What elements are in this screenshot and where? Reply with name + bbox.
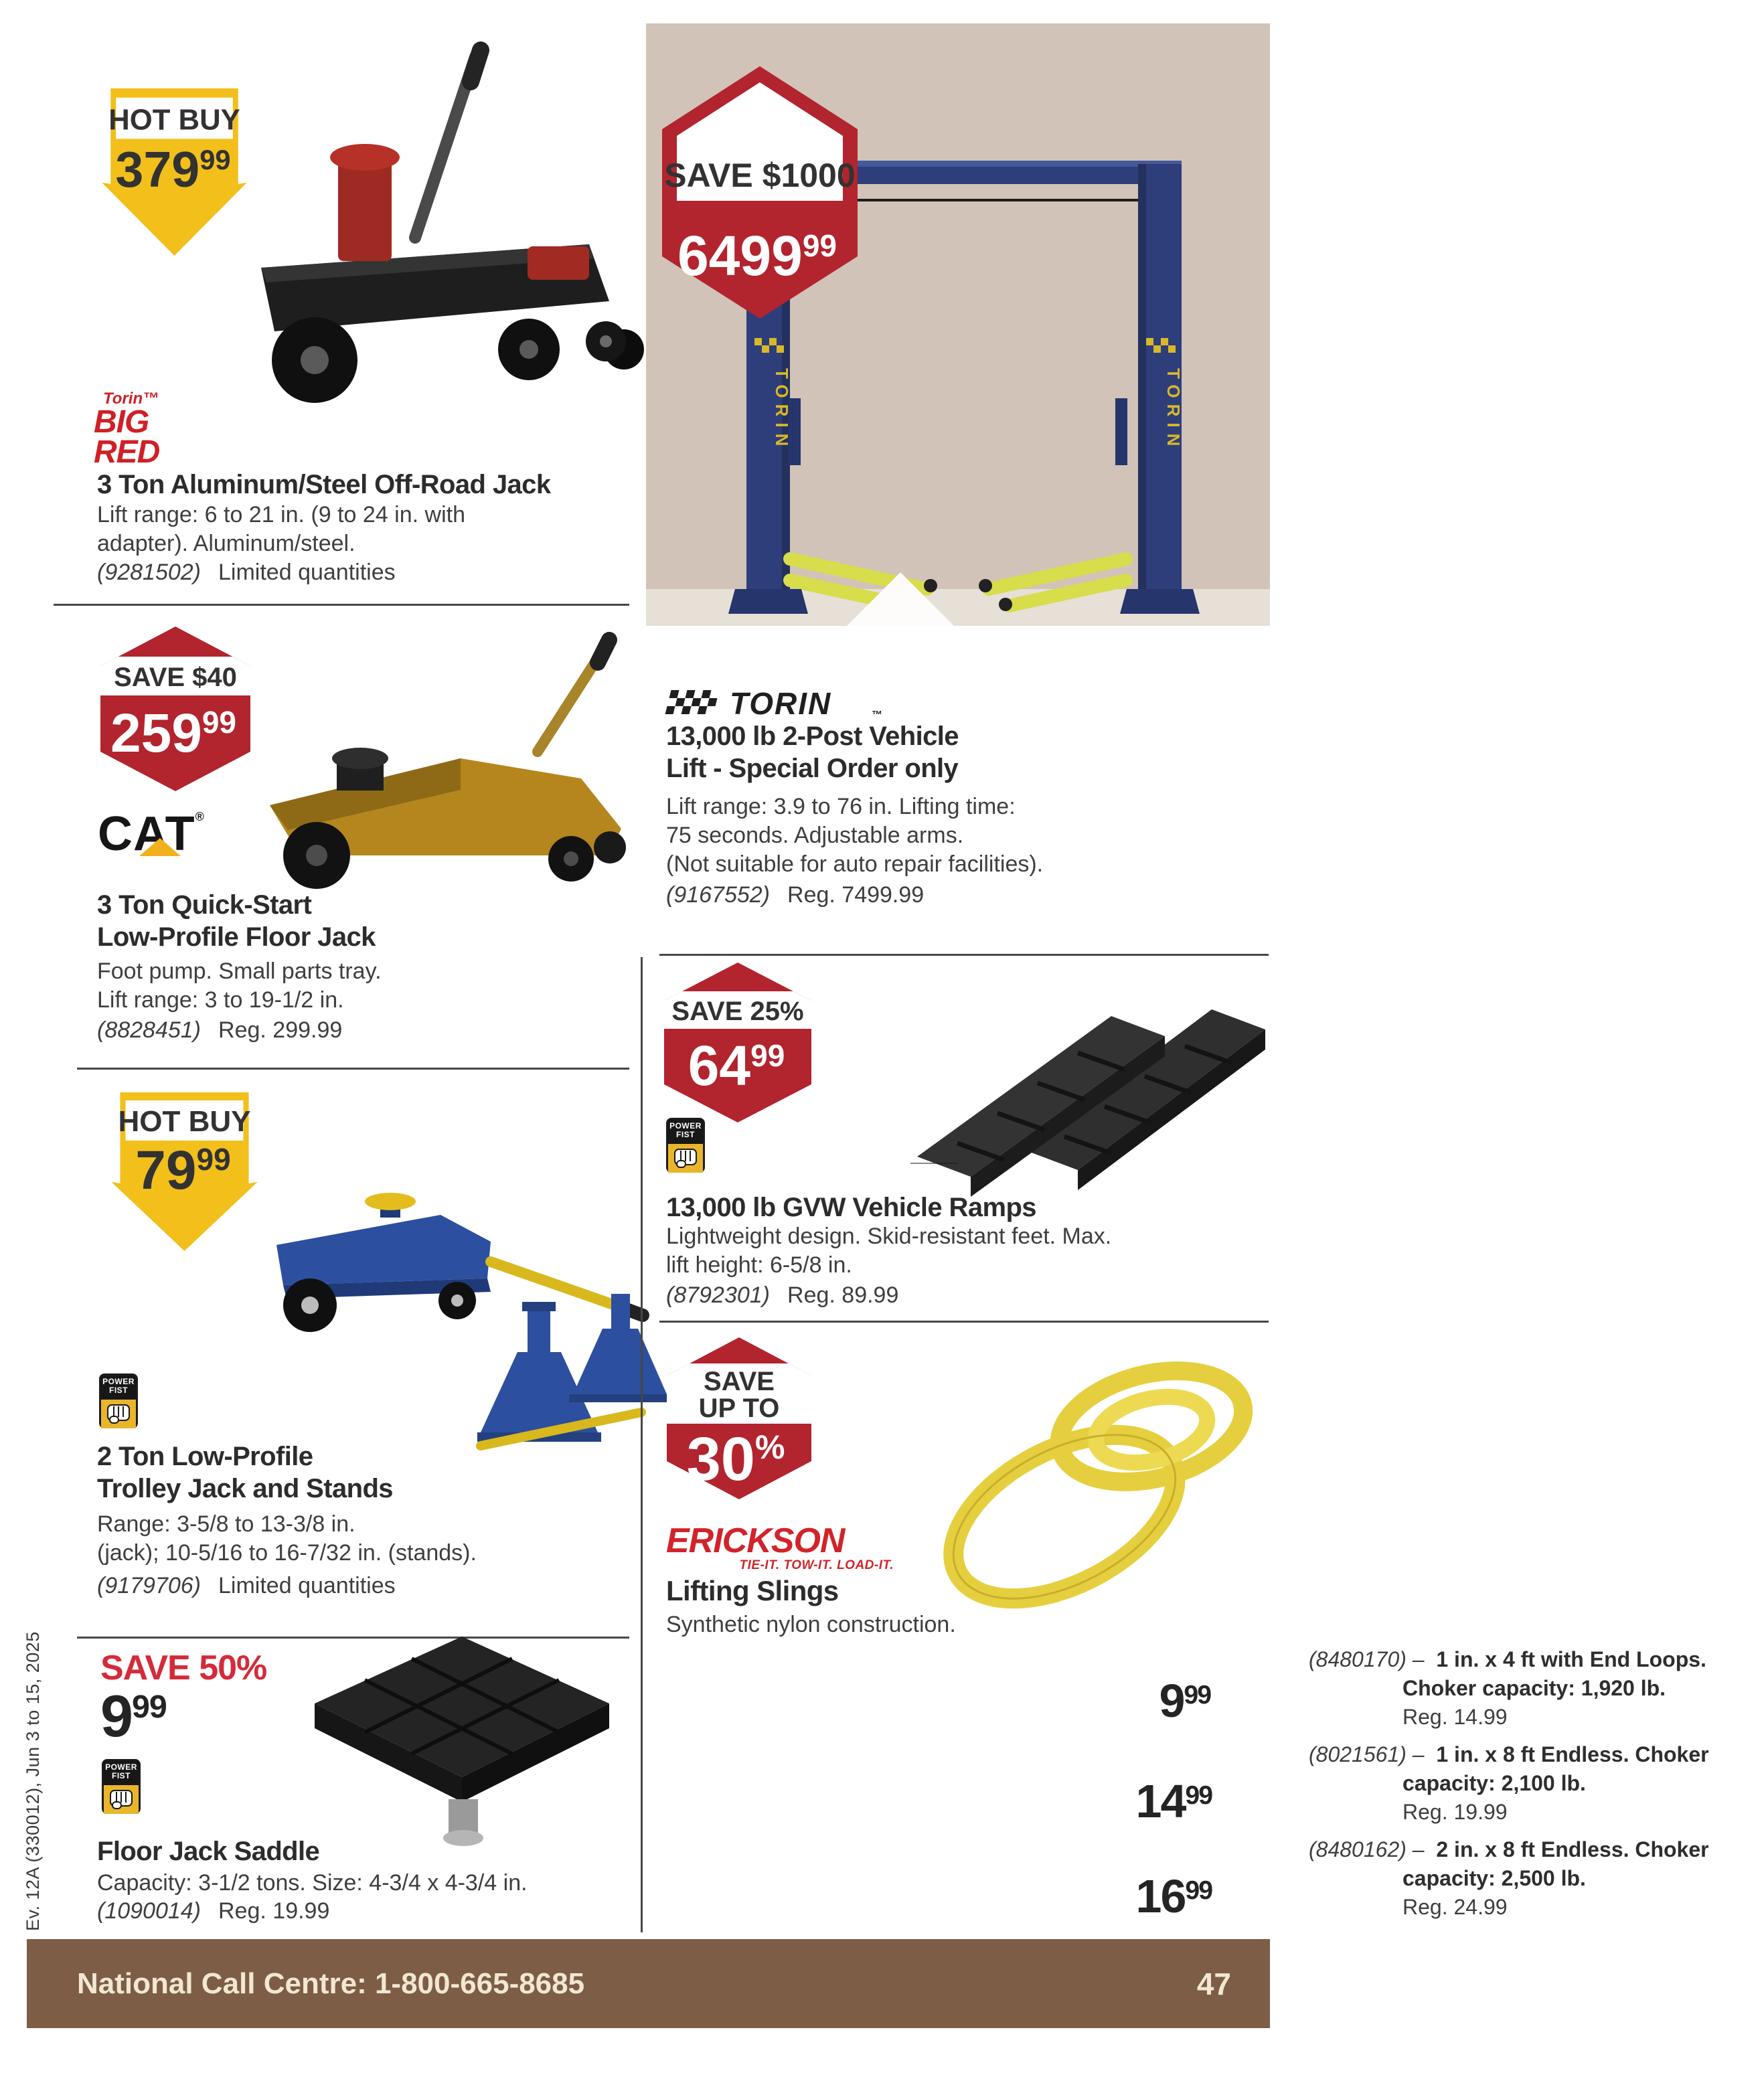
sling-price: $16^{99}$ [1135, 1870, 1212, 1922]
svg-text:649999: 649999 [677, 224, 837, 287]
fist-icon [673, 1148, 698, 1169]
divider [54, 604, 629, 606]
power-fist-logo: POWER FIST [666, 1118, 705, 1173]
product-desc: Lightweight design. Skid-resistant feet. Max. lift height: 6-5/8 in. [666, 1224, 1112, 1278]
product-vehicle-lift [643, 0, 1296, 954]
svg-text:37999: 37999 [115, 141, 231, 197]
product-lifting-slings [643, 1323, 1709, 1938]
product-desc: Range: 3-5/8 to 13-3/8 in. (jack); 10-5/16 to 16-7/32 in. (stands). [97, 1511, 477, 1566]
hot-buy-badge [99, 86, 250, 258]
sling-item: (8021561) – 1 in. x 8 ft Endless. Choker capacity: 2,100 lb. Reg. 19.99 [1309, 1742, 1709, 1824]
offroad-jack-photo [214, 47, 639, 412]
product-desc: Lift range: 6 to 21 in. (9 to 24 in. with adapter). Aluminum/steel. [97, 502, 465, 557]
svg-text:6499: 6499 [688, 1034, 785, 1097]
save30-badge [665, 1335, 813, 1501]
sling-item: (8480162) – 2 in. x 8 ft Endless. Choker capacity: 2,500 lb. Reg. 24.99 [1309, 1837, 1709, 1919]
product-sku: (8792301) Reg. 89.99 [666, 1282, 899, 1308]
sling-item: (8480170) – 1 in. x 4 ft with End Loops. Choker capacity: 1,920 lb. Reg. 14.99 [1309, 1647, 1706, 1729]
product-sku: (9179706) Limited quantities [97, 1573, 396, 1598]
save1000-badge [659, 64, 860, 321]
divider [77, 1068, 629, 1070]
torin-big-red-logo: Torin™ BIG RED [94, 390, 160, 471]
svg-text:SAVE: SAVE [704, 1367, 775, 1396]
save40-badge [98, 624, 253, 793]
svg-text:7999: 7999 [135, 1140, 231, 1201]
sling-price: $14^{99}$ [1135, 1775, 1212, 1827]
page-number: 47 [1196, 1966, 1231, 2001]
sling-photo [931, 1349, 1272, 1597]
edition-note: Ev. 12A (330012), Jun 3 to 15, 2025 [23, 1631, 43, 1931]
badge-label: HOT BUY [108, 103, 240, 137]
product-title: Lifting Slings [666, 1575, 839, 1606]
saddle-photo [305, 1627, 619, 1857]
svg-text:SAVE $1000: SAVE $1000 [664, 157, 856, 194]
sale-price: $9^{99}$ [100, 1683, 167, 1749]
hot-buy-badge [109, 1090, 260, 1254]
product-trolley-jack-stands [0, 1071, 643, 1637]
product-title: 13,000 lb GVW Vehicle Ramps [666, 1193, 1036, 1222]
svg-text:30%: 30% [686, 1425, 785, 1493]
product-sku: (9281502) Limited quantities [97, 560, 396, 585]
product-desc: Synthetic nylon construction. [666, 1612, 956, 1637]
fist-icon [106, 1404, 131, 1425]
product-desc: Capacity: 3-1/2 tons. Size: 4-3/4 x 4-3/4 in. [97, 1870, 528, 1896]
svg-text:SAVE $40: SAVE $40 [114, 663, 237, 692]
cat-jack-photo [260, 635, 638, 902]
svg-text:TORIN: TORIN [772, 368, 792, 452]
torin-logo [663, 686, 904, 721]
call-centre-number: National Call Centre: 1-800-665-8685 [77, 1967, 585, 2000]
save-label: SAVE 50% [100, 1649, 267, 1687]
product-desc: Foot pump. Small parts tray. Lift range: 3 to 19-1/2 in. [97, 959, 382, 1013]
cat-logo: CAT® [98, 807, 205, 861]
product-sku: (8828451) Reg. 299.99 [97, 1017, 343, 1043]
product-title: 13,000 lb 2-Post Vehicle Lift - Special Order only [666, 722, 959, 783]
svg-text:SAVE 25%: SAVE 25% [671, 997, 804, 1026]
product-offroad-jack [0, 0, 643, 609]
power-fist-logo: POWER FIST [99, 1373, 138, 1428]
product-floor-jack-saddle [0, 1640, 643, 1934]
product-title: 3 Ton Quick-Start Low-Profile Floor Jack [97, 890, 376, 952]
svg-text:™: ™ [872, 710, 882, 721]
power-fist-logo: POWER FIST [102, 1759, 141, 1814]
cat-triangle [139, 838, 181, 856]
product-desc: Lift range: 3.9 to 76 in. Lifting time: 75 seconds. Adjustable arms. (Not suitable for auto repair facilities). [666, 794, 1044, 878]
svg-text:HOT BUY: HOT BUY [118, 1105, 251, 1138]
svg-text:TORIN: TORIN [1164, 368, 1184, 452]
erickson-logo: ERICKSON TIE-IT. TOW-IT. LOAD-IT. [666, 1521, 894, 1572]
svg-text:TORIN: TORIN [730, 686, 832, 721]
svg-text:25999: 25999 [110, 703, 236, 764]
footer-bar [27, 1939, 1270, 2028]
product-cat-floor-jack [0, 609, 643, 1071]
product-sku: (1090014) Reg. 19.99 [97, 1898, 330, 1924]
svg-text:UP TO: UP TO [698, 1394, 780, 1423]
product-title: 2 Ton Low-Profile Trolley Jack and Stands [97, 1442, 393, 1503]
ramps-photo [910, 956, 1272, 1190]
fist-icon [109, 1789, 133, 1811]
trolley-jack-photo [260, 1108, 645, 1456]
product-title: Floor Jack Saddle [97, 1837, 320, 1866]
product-vehicle-ramps [643, 956, 1296, 1321]
save25-badge [663, 961, 813, 1124]
product-sku: (9167552) Reg. 7499.99 [666, 882, 925, 908]
sling-price: $9^{99}$ [1159, 1675, 1210, 1727]
product-title: 3 Ton Aluminum/Steel Off-Road Jack [97, 470, 551, 499]
